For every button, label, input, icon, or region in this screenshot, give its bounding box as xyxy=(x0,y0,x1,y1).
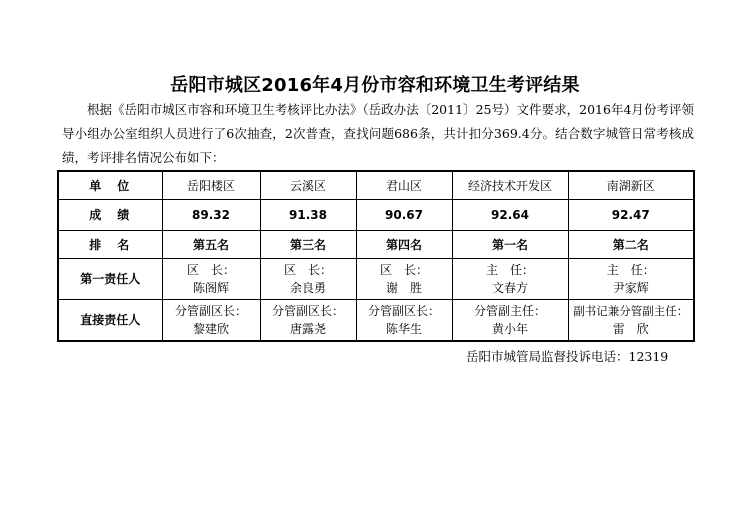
responsible-title: 主 任： xyxy=(485,263,534,277)
responsible-name: 陈阁辉 xyxy=(192,281,229,295)
row-header-rank: 排 名 xyxy=(58,231,162,259)
responsible-title: 区 长： xyxy=(283,263,332,277)
table-row-unit xyxy=(58,171,694,200)
district-score: 90.67 xyxy=(356,200,452,231)
responsible-title: 分管副区长： xyxy=(367,304,440,318)
district-rank: 第三名 xyxy=(260,231,356,259)
responsible-name: 唐露尧 xyxy=(289,322,326,336)
responsible-title: 分管副区长： xyxy=(271,304,344,318)
responsible-title: 分管副主任： xyxy=(473,304,546,318)
responsible-name: 谢 胜 xyxy=(385,281,422,295)
row-header-score: 成 绩 xyxy=(58,200,162,231)
responsible-title: 主 任： xyxy=(606,263,655,277)
responsible-name: 尹家辉 xyxy=(612,281,649,295)
direct-responsible-cell xyxy=(568,300,694,342)
direct-responsible-cell xyxy=(356,300,452,342)
district-rank: 第一名 xyxy=(452,231,568,259)
responsible-name: 余良勇 xyxy=(289,281,326,295)
intro-paragraph: 根据《岳阳市城区市容和环境卫生考核评比办法》（岳政办法〔2011〕25号）文件要求，2016年4月份考评领导小组办公室组织人员进行了6次抽查，2次普查，查找问题686条，共计扣分369.4分。结合数字城管日常考核成绩，考评排名情况公布如下： xyxy=(62,102,694,165)
row-header-direct-responsible: 直接责任人 xyxy=(58,300,162,342)
row-header-first-responsible: 第一责任人 xyxy=(58,259,162,300)
page-title: 岳阳市城区2016年4月份市容和环境卫生考评结果 xyxy=(170,75,580,96)
complaint-hotline: 岳阳市城管局监督投诉电话：12319 xyxy=(466,349,669,364)
direct-responsible-cell xyxy=(260,300,356,342)
district-score: 92.64 xyxy=(452,200,568,231)
table-row-direct-responsible xyxy=(58,300,694,342)
responsible-name: 黄小年 xyxy=(491,322,528,336)
responsible-title: 区 长： xyxy=(186,263,235,277)
responsible-title: 副书记兼分管副主任： xyxy=(573,304,689,318)
first-responsible-cell xyxy=(162,259,260,300)
table-row-first-responsible xyxy=(58,259,694,300)
district-rank: 第五名 xyxy=(162,231,260,259)
responsible-title: 区 长： xyxy=(379,263,428,277)
responsible-name: 文春方 xyxy=(491,281,528,295)
first-responsible-cell xyxy=(452,259,568,300)
district-name: 南湖新区 xyxy=(568,171,694,200)
row-header-unit: 单 位 xyxy=(58,171,162,200)
responsible-name: 雷 欣 xyxy=(612,322,649,336)
district-rank: 第二名 xyxy=(568,231,694,259)
district-name: 岳阳楼区 xyxy=(162,171,260,200)
first-responsible-cell xyxy=(356,259,452,300)
responsible-name: 黎建欣 xyxy=(192,322,229,336)
first-responsible-cell xyxy=(260,259,356,300)
district-name: 经济技术开发区 xyxy=(452,171,568,200)
responsible-title: 分管副区长： xyxy=(174,304,247,318)
table-row-score xyxy=(58,200,694,231)
direct-responsible-cell xyxy=(162,300,260,342)
direct-responsible-cell xyxy=(452,300,568,342)
district-score: 92.47 xyxy=(568,200,694,231)
district-name: 君山区 xyxy=(356,171,452,200)
district-rank: 第四名 xyxy=(356,231,452,259)
table-row-rank xyxy=(58,231,694,259)
district-name: 云溪区 xyxy=(260,171,356,200)
district-score: 91.38 xyxy=(260,200,356,231)
results-table xyxy=(57,170,695,342)
district-score: 89.32 xyxy=(162,200,260,231)
responsible-name: 陈华生 xyxy=(385,322,422,336)
first-responsible-cell xyxy=(568,259,694,300)
